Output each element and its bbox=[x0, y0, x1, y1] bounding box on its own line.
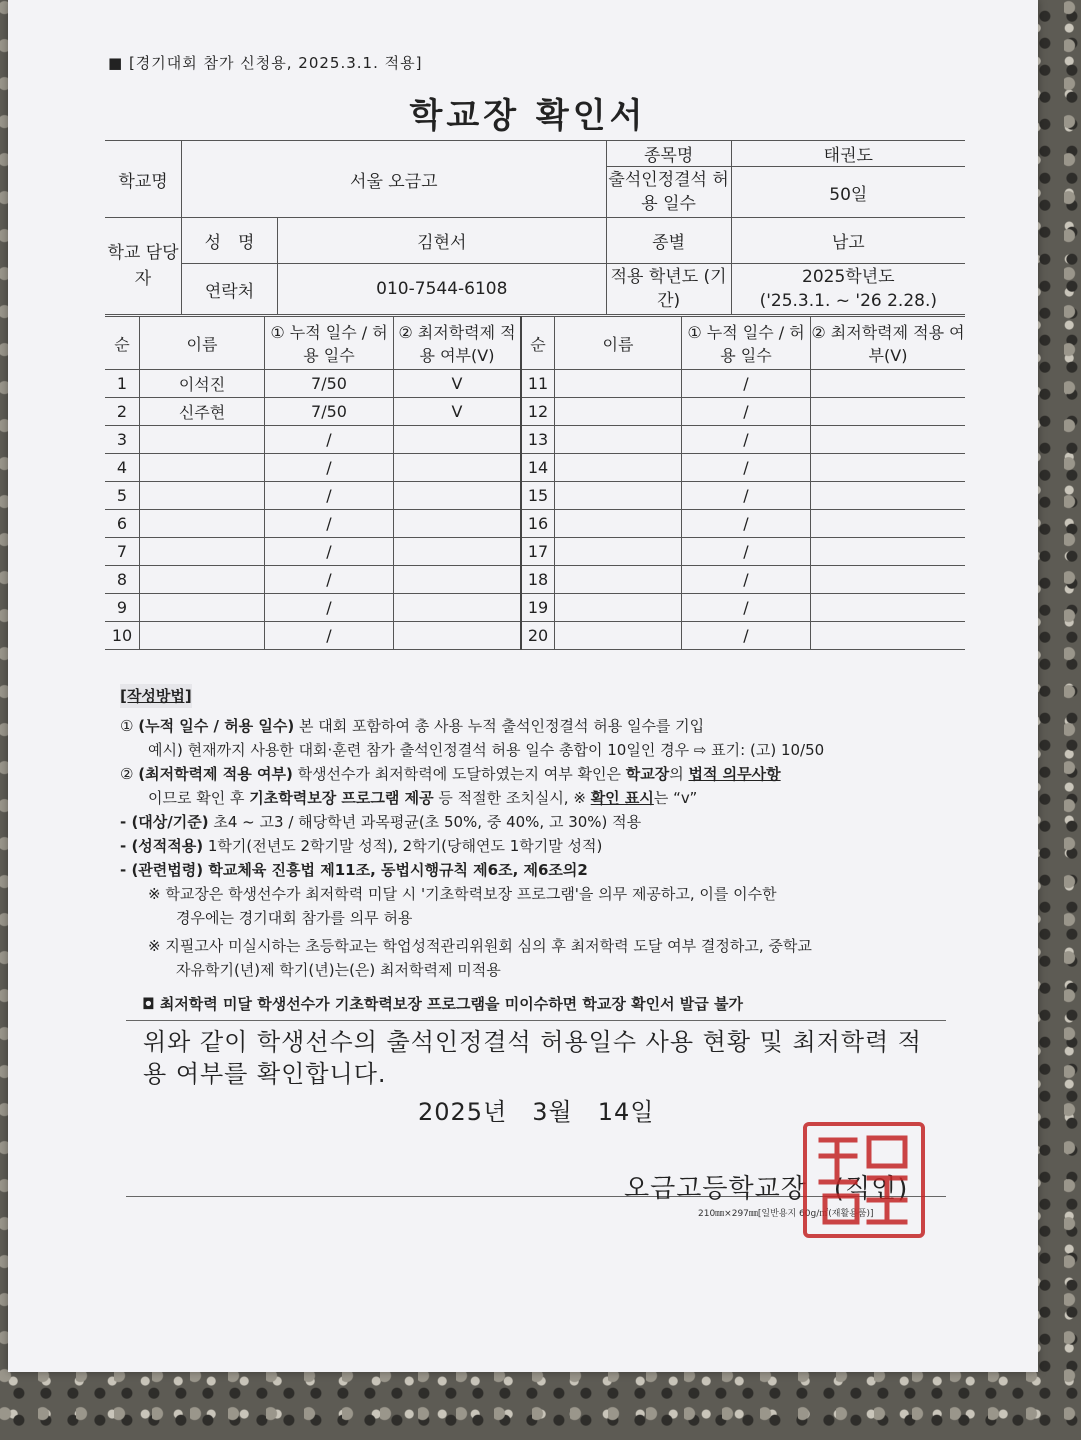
issue-date: 2025년 3월 14일 bbox=[418, 1098, 655, 1126]
student-name-cell bbox=[140, 454, 265, 482]
student-name-cell bbox=[555, 454, 682, 482]
guide-sub-target: - (대상/기준) 초4 ~ 고3 / 해당학년 과목평균(초 50%, 중 40%, 고 30%) 적용 bbox=[120, 813, 642, 831]
row-number-cell: 15 bbox=[521, 482, 555, 510]
absence-value: 50일 bbox=[731, 167, 965, 218]
guide-section-title: [작성방법] bbox=[120, 684, 192, 708]
table-row bbox=[105, 454, 965, 482]
absence-days-cell: / bbox=[682, 482, 811, 510]
confirmation-text: 위와 같이 학생선수의 출석인정결석 허용일수 사용 현황 및 최저학력 적용 여부를 확인합니다. bbox=[143, 1028, 922, 1088]
document-title: 학교장 확인서 bbox=[409, 96, 647, 136]
table-row bbox=[105, 538, 965, 566]
col-check-right: ② 최저학력제 적용 여부(V) bbox=[811, 317, 966, 370]
paper-spec: 210㎜×297㎜[일반용지 60g/㎡(재활용품)] bbox=[698, 1209, 874, 1219]
guide-item-1: ① (누적 일수 / 허용 일수) 본 대회 포함하여 총 사용 누적 출석인정결석 허용 일수를 기입 bbox=[120, 717, 705, 735]
contact-value: 010-7544-6108 bbox=[278, 264, 607, 315]
sport-label: 종목명 bbox=[606, 141, 731, 167]
year-cell bbox=[731, 264, 965, 315]
name-value: 김현서 bbox=[278, 218, 607, 264]
student-name-cell bbox=[555, 594, 682, 622]
absence-days-cell: 7/50 bbox=[265, 398, 394, 426]
year-label: 적용 학년도 (기간) bbox=[606, 264, 731, 315]
absence-days-cell: / bbox=[682, 538, 811, 566]
absence-days-cell: / bbox=[265, 426, 394, 454]
min-grade-check-cell bbox=[811, 538, 966, 566]
row-number-cell: 1 bbox=[105, 370, 140, 398]
row-number-cell: 7 bbox=[105, 538, 140, 566]
year-value: 2025학년도 bbox=[802, 267, 895, 287]
col-name-left: 이름 bbox=[140, 317, 265, 370]
row-number-cell: 6 bbox=[105, 510, 140, 538]
table-row bbox=[105, 566, 965, 594]
school-value: 서울 오금고 bbox=[182, 141, 607, 218]
header-note: ■ [경기대회 참가 신청용, 2025.3.1. 적용] bbox=[108, 54, 423, 72]
info-table bbox=[105, 140, 965, 315]
absence-days-cell: / bbox=[682, 594, 811, 622]
contact-label: 연락처 bbox=[182, 264, 278, 315]
min-grade-check-cell bbox=[811, 622, 966, 650]
guide-item-1-example: 예시) 현재까지 사용한 대회·훈련 참가 출석인정결석 허용 일수 총합이 10일인 경우 ⇨ 표기: (고) 10/50 bbox=[148, 741, 825, 759]
student-name-cell bbox=[140, 622, 265, 650]
student-name-cell bbox=[555, 566, 682, 594]
min-grade-check-cell bbox=[394, 454, 522, 482]
absence-days-cell: / bbox=[265, 510, 394, 538]
writing-guide bbox=[120, 684, 950, 1016]
gender-value: 남고 bbox=[731, 218, 965, 264]
absence-label: 출석인정결석 허용 일수 bbox=[606, 167, 731, 218]
row-number-cell: 5 bbox=[105, 482, 140, 510]
col-check-left: ② 최저학력제 적용 여부(V) bbox=[394, 317, 522, 370]
student-name-cell: 신주현 bbox=[140, 398, 265, 426]
row-number-cell: 2 bbox=[105, 398, 140, 426]
issuer-name: 오금고등학교장 (직인) bbox=[624, 1174, 909, 1204]
guide-note-2: ※ 지필고사 미실시하는 초등학교는 학업성적관리위원회 심의 후 최저학력 도달 여부 결정하고, 중학교 bbox=[148, 937, 812, 955]
absence-days-cell: / bbox=[682, 370, 811, 398]
min-grade-check-cell: V bbox=[394, 370, 522, 398]
row-number-cell: 18 bbox=[521, 566, 555, 594]
row-number-cell: 10 bbox=[105, 622, 140, 650]
min-grade-check-cell bbox=[811, 398, 966, 426]
min-grade-check-cell bbox=[811, 482, 966, 510]
absence-days-cell: / bbox=[682, 566, 811, 594]
table-row bbox=[105, 426, 965, 454]
row-number-cell: 13 bbox=[521, 426, 555, 454]
table-row bbox=[105, 398, 965, 426]
student-name-cell: 이석진 bbox=[140, 370, 265, 398]
row-number-cell: 19 bbox=[521, 594, 555, 622]
min-grade-check-cell bbox=[811, 566, 966, 594]
table-row bbox=[105, 622, 965, 650]
student-name-cell bbox=[555, 510, 682, 538]
min-grade-check-cell bbox=[394, 510, 522, 538]
min-grade-check-cell bbox=[394, 594, 522, 622]
min-grade-check-cell bbox=[811, 454, 966, 482]
roster-table bbox=[105, 316, 965, 650]
guide-item-2-line-2: 이므로 확인 후 기초학력보장 프로그램 제공 등 적절한 조치실시, ※ 확인 표시는 “v” bbox=[148, 789, 698, 807]
student-name-cell bbox=[555, 426, 682, 454]
school-label: 학교명 bbox=[105, 141, 182, 218]
absence-days-cell: / bbox=[265, 454, 394, 482]
absence-days-cell: / bbox=[682, 454, 811, 482]
min-grade-check-cell bbox=[811, 426, 966, 454]
min-grade-check-cell bbox=[394, 426, 522, 454]
min-grade-check-cell bbox=[811, 370, 966, 398]
absence-days-cell: / bbox=[265, 594, 394, 622]
min-grade-check-cell bbox=[394, 482, 522, 510]
row-number-cell: 17 bbox=[521, 538, 555, 566]
table-row bbox=[105, 594, 965, 622]
name-label: 성 명 bbox=[182, 218, 278, 264]
student-name-cell bbox=[555, 398, 682, 426]
student-name-cell bbox=[140, 566, 265, 594]
guide-note-1-line-2: 경우에는 경기대회 참가를 의무 허용 bbox=[176, 909, 413, 927]
absence-days-cell: / bbox=[682, 510, 811, 538]
student-name-cell bbox=[555, 538, 682, 566]
guide-warning: ◘ 최저학력 미달 학생선수가 기초학력보장 프로그램을 미이수하면 학교장 확인서 발급 불가 bbox=[142, 995, 743, 1013]
guide-note-1: ※ 학교장은 학생선수가 최저학력 미달 시 '기초학력보장 프로그램'을 의무 제공하고, 이를 이수한 bbox=[148, 885, 777, 903]
row-number-cell: 16 bbox=[521, 510, 555, 538]
guide-sub-law: - (관련법령) 학교체육 진흥법 제11조, 동법시행규칙 제6조, 제6조의2 bbox=[120, 861, 588, 879]
guide-item-2: ② (최저학력제 적용 여부) 학생선수가 최저학력에 도달하였는지 여부 확인은 학교장의 법적 의무사항 bbox=[120, 765, 781, 783]
col-no-left: 순 bbox=[105, 317, 140, 370]
official-seal-stamp bbox=[803, 1122, 925, 1238]
absence-days-cell: / bbox=[682, 398, 811, 426]
manager-label: 학교 담당자 bbox=[105, 218, 182, 315]
year-period: ('25.3.1. ~ '26 2.28.) bbox=[759, 291, 938, 311]
seal-icon bbox=[807, 1126, 921, 1234]
min-grade-check-cell: V bbox=[394, 398, 522, 426]
student-name-cell bbox=[140, 594, 265, 622]
col-days-left: ① 누적 일수 / 허용 일수 bbox=[265, 317, 394, 370]
col-no-right: 순 bbox=[521, 317, 555, 370]
col-name-right: 이름 bbox=[555, 317, 682, 370]
min-grade-check-cell bbox=[811, 594, 966, 622]
absence-days-cell: / bbox=[265, 482, 394, 510]
row-number-cell: 14 bbox=[521, 454, 555, 482]
student-name-cell bbox=[555, 622, 682, 650]
student-name-cell bbox=[555, 482, 682, 510]
col-days-right: ① 누적 일수 / 허용 일수 bbox=[682, 317, 811, 370]
sport-value: 태권도 bbox=[731, 141, 965, 167]
row-number-cell: 4 bbox=[105, 454, 140, 482]
absence-days-cell: 7/50 bbox=[265, 370, 394, 398]
row-number-cell: 12 bbox=[521, 398, 555, 426]
table-row bbox=[105, 370, 965, 398]
min-grade-check-cell bbox=[394, 622, 522, 650]
absence-days-cell: / bbox=[265, 538, 394, 566]
row-number-cell: 9 bbox=[105, 594, 140, 622]
absence-days-cell: / bbox=[682, 622, 811, 650]
table-row bbox=[105, 510, 965, 538]
student-name-cell bbox=[140, 426, 265, 454]
student-name-cell bbox=[140, 482, 265, 510]
student-name-cell bbox=[140, 538, 265, 566]
row-number-cell: 20 bbox=[521, 622, 555, 650]
absence-days-cell: / bbox=[265, 622, 394, 650]
absence-days-cell: / bbox=[682, 426, 811, 454]
row-number-cell: 8 bbox=[105, 566, 140, 594]
divider-line bbox=[126, 1020, 946, 1021]
row-number-cell: 11 bbox=[521, 370, 555, 398]
table-row bbox=[105, 482, 965, 510]
student-name-cell bbox=[140, 510, 265, 538]
absence-days-cell: / bbox=[265, 566, 394, 594]
guide-sub-grades: - (성적적용) 1학기(전년도 2학기말 성적), 2학기(당해연도 1학기말 성적) bbox=[120, 837, 603, 855]
document-paper bbox=[8, 0, 1038, 1372]
student-name-cell bbox=[555, 370, 682, 398]
min-grade-check-cell bbox=[811, 510, 966, 538]
min-grade-check-cell bbox=[394, 566, 522, 594]
min-grade-check-cell bbox=[394, 538, 522, 566]
gender-label: 종별 bbox=[606, 218, 731, 264]
row-number-cell: 3 bbox=[105, 426, 140, 454]
guide-note-2-line-2: 자유학기(년)제 학기(년)는(은) 최저학력제 미적용 bbox=[176, 961, 501, 979]
